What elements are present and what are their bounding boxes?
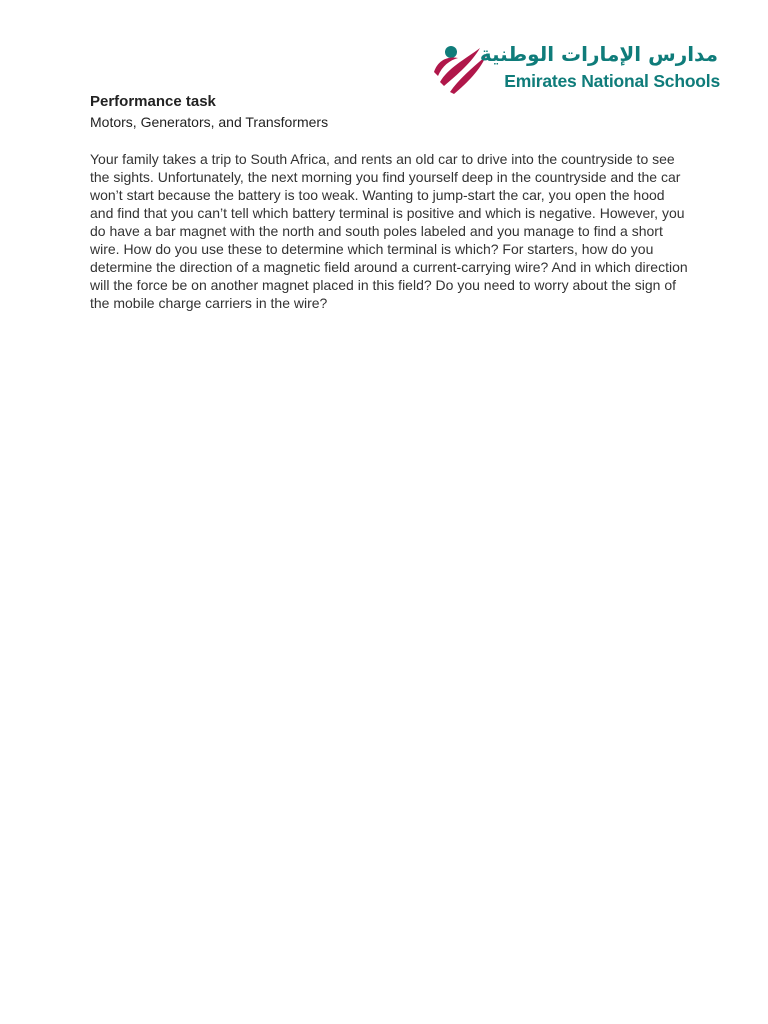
- school-logo: [428, 40, 720, 98]
- document-title: Performance task: [90, 93, 216, 110]
- document-body: Your family takes a trip to South Africa, and rents an old car to drive into the countryside to see the sights. Unfortunately, the next morning you find yourself deep in the countryside and the car won’t start because the battery is too weak. Wanting to jump-start the car, you open the hood and find that you can’t tell which battery terminal is positive and which is negative. However, you do have a bar magnet with the north and south poles labeled and you manage to find a short wire. How do you use these to determine which terminal is which? For starters, how do you determine the direction of a magnetic field around a current-carrying wire? And in which direction will the force be on another magnet placed in this field? Do you need to worry about the sign of the mobile charge carriers in the wire?: [90, 151, 688, 311]
- logo-arabic-text: مدارس الإمارات الوطنية: [479, 42, 718, 66]
- document-subtitle: Motors, Generators, and Transformers: [90, 114, 329, 130]
- logo-english-text: Emirates National Schools: [504, 71, 720, 91]
